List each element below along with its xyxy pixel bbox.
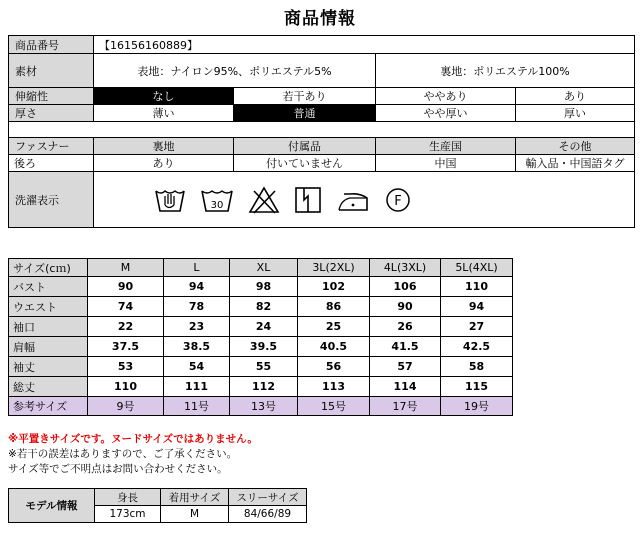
wash-30-icon [200, 185, 234, 215]
table-row [9, 277, 513, 297]
model-height: 173cm [95, 506, 161, 523]
note-flat-size: ※平置きサイズです。ヌードサイズではありません。 [8, 433, 258, 445]
reference-size-label: 参考サイズ [9, 397, 88, 416]
thickness-label: 厚さ [9, 105, 94, 122]
stretch-option-slight: 若干あり [234, 88, 376, 105]
wash-temperature: 30 [210, 199, 224, 211]
table-cell: 90 [370, 297, 441, 317]
table-cell: 23 [164, 317, 230, 337]
row-label: ウエスト [9, 297, 88, 317]
note-contact: サイズ等でご不明点はお問い合わせください。 [8, 463, 228, 475]
model-measure-label: スリーサイズ [229, 489, 307, 506]
table-cell: 106 [370, 277, 441, 297]
hand-wash-icon [154, 185, 186, 215]
page-title: 商品情報 [284, 9, 356, 29]
table-cell: 37.5 [88, 337, 164, 357]
stretch-option-none: なし [94, 88, 234, 105]
table-cell: 102 [298, 277, 370, 297]
table-cell: 53 [88, 357, 164, 377]
size-header-row [9, 259, 513, 277]
product-number-label: 商品番号 [9, 36, 94, 54]
lining-value: あり [94, 155, 234, 172]
table-cell: 113 [298, 377, 370, 397]
table-cell: 9号 [88, 397, 164, 416]
table-cell: 24 [230, 317, 298, 337]
other-label: その他 [516, 138, 635, 155]
lining-label: 裏地 [94, 138, 234, 155]
care-label: 洗濯表示 [9, 172, 94, 228]
model-height-label: 身長 [95, 489, 161, 506]
size-header-l: L [164, 259, 230, 277]
table-cell: 110 [441, 277, 513, 297]
accessories-value: 付いていません [234, 155, 376, 172]
care-symbols [94, 172, 635, 228]
table-cell: 42.5 [441, 337, 513, 357]
size-header-3l: 3L(2XL) [298, 259, 370, 277]
row-label: 総丈 [9, 377, 88, 397]
size-header-xl: XL [230, 259, 298, 277]
table-cell: 56 [298, 357, 370, 377]
spacer-row [9, 122, 635, 138]
stretch-option-somewhat: ややあり [376, 88, 516, 105]
table-cell: 11号 [164, 397, 230, 416]
size-table [8, 258, 513, 416]
table-cell: 90 [88, 277, 164, 297]
table-cell: 114 [370, 377, 441, 397]
model-info-table [8, 488, 307, 523]
thickness-option-thin: 薄い [94, 105, 234, 122]
table-cell: 57 [370, 357, 441, 377]
material-lining: 裏地：ポリエステル100% [376, 54, 635, 88]
size-header-m: M [88, 259, 164, 277]
dry-clean-letter: F [394, 193, 402, 209]
table-cell: 25 [298, 317, 370, 337]
zipper-label: ファスナー [9, 138, 94, 155]
zipper-value: 後ろ [9, 155, 94, 172]
table-cell: 40.5 [298, 337, 370, 357]
table-cell: 15号 [298, 397, 370, 416]
material-outer: 表地：ナイロン95%、ポリエステル5% [94, 54, 376, 88]
table-cell: 38.5 [164, 337, 230, 357]
stretch-option-yes: あり [516, 88, 635, 105]
table-cell: 39.5 [230, 337, 298, 357]
table-row [9, 337, 513, 357]
size-header-4l: 4L(3XL) [370, 259, 441, 277]
reference-size-row [9, 397, 513, 416]
model-info-label: モデル情報 [9, 489, 95, 523]
material-label: 素材 [9, 54, 94, 88]
table-cell: 17号 [370, 397, 441, 416]
table-cell: 94 [441, 297, 513, 317]
table-row [9, 297, 513, 317]
row-label: 袖丈 [9, 357, 88, 377]
iron-low-icon [336, 185, 370, 215]
table-row [9, 317, 513, 337]
table-cell: 55 [230, 357, 298, 377]
table-cell: 82 [230, 297, 298, 317]
other-value: 輸入品・中国語タグ [516, 155, 635, 172]
size-header-5l: 5L(4XL) [441, 259, 513, 277]
table-cell: 112 [230, 377, 298, 397]
product-number: 【16156160889】 [94, 36, 635, 54]
table-cell: 110 [88, 377, 164, 397]
table-cell: 41.5 [370, 337, 441, 357]
size-notes [8, 432, 258, 477]
table-cell: 27 [441, 317, 513, 337]
country-label: 生産国 [376, 138, 516, 155]
row-label: 肩幅 [9, 337, 88, 357]
model-measurements: 84/66/89 [229, 506, 307, 523]
dry-clean-f-icon [384, 185, 412, 215]
table-cell: 98 [230, 277, 298, 297]
row-label: バスト [9, 277, 88, 297]
table-cell: 111 [164, 377, 230, 397]
table-cell: 13号 [230, 397, 298, 416]
table-cell: 26 [370, 317, 441, 337]
row-label: 袖口 [9, 317, 88, 337]
note-tolerance: ※若干の誤差はありますので、ご了承ください。 [8, 448, 238, 460]
model-size-label: 着用サイズ [161, 489, 229, 506]
table-cell: 74 [88, 297, 164, 317]
country-value: 中国 [376, 155, 516, 172]
stretch-label: 伸縮性 [9, 88, 94, 105]
thickness-option-thick: 厚い [516, 105, 635, 122]
table-cell: 86 [298, 297, 370, 317]
table-cell: 78 [164, 297, 230, 317]
thickness-option-normal: 普通 [234, 105, 376, 122]
no-bleach-icon [248, 185, 280, 215]
table-cell: 115 [441, 377, 513, 397]
accessories-label: 付属品 [234, 138, 376, 155]
size-header-label: サイズ(cｍ) [9, 259, 88, 277]
table-cell: 22 [88, 317, 164, 337]
table-row [9, 357, 513, 377]
table-row [9, 377, 513, 397]
table-cell: 58 [441, 357, 513, 377]
line-dry-icon [294, 185, 322, 215]
product-info-table [8, 35, 635, 228]
thickness-option-somewhat-thick: やや厚い [376, 105, 516, 122]
table-cell: 19号 [441, 397, 513, 416]
table-cell: 54 [164, 357, 230, 377]
model-size: M [161, 506, 229, 523]
table-cell: 94 [164, 277, 230, 297]
